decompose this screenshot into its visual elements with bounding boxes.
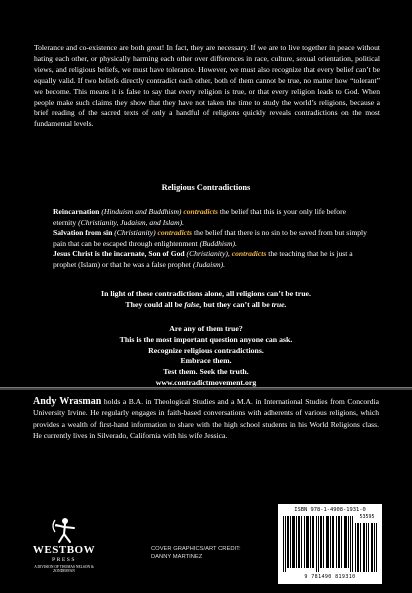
contradiction-text-source: (Buddhism). — [199, 238, 237, 248]
cta-line: Embrace them. — [180, 356, 232, 366]
cta-line: Test them. Seek the truth. — [163, 367, 249, 377]
conclusion-text: They could all be — [125, 299, 183, 309]
contradictions-list — [53, 207, 368, 271]
contradiction-item — [53, 207, 368, 228]
contradiction-subject: Salvation from sin — [53, 228, 113, 238]
conclusion-block — [0, 289, 412, 311]
contradiction-item — [53, 228, 368, 249]
publisher-division: A DIVISION OF THOMAS NELSON & ZONDERVAN — [34, 565, 94, 574]
barcode-bars — [283, 516, 353, 572]
cta-line: This is the most important question anyone can ask. — [119, 334, 293, 344]
false-word: false, — [184, 299, 202, 309]
contradicts-label: contradicts — [183, 207, 218, 216]
author-bio — [33, 396, 379, 442]
conclusion-line — [0, 300, 412, 311]
divider — [0, 387, 412, 390]
call-to-action-block — [0, 324, 412, 389]
contradiction-subject: Reincarnation — [53, 207, 100, 216]
contradiction-subject: Jesus Christ is the incarnate, Son of God — [53, 249, 185, 259]
conclusion-line: In light of these contradictions alone, all religions can’t be true. — [101, 289, 311, 298]
publisher-press: PRESS — [52, 557, 76, 563]
contradiction-subject-source: (Hinduism and Buddhism) — [101, 207, 182, 216]
contradiction-subject-source: (Christianity) — [114, 228, 156, 238]
author-name: Andy Wrasman — [33, 396, 102, 407]
contradiction-text: the belief that this is your only life before eternity — [53, 207, 346, 227]
section-title: Religious Contradictions — [161, 183, 251, 192]
author-bio-text: holds a B.A. in Theological Studies and a M.A. in International Studies from Concordia University Irvine. He regularly engages in faith-based conversations with adherents of various religions, which provides a wealth of first-hand information to share with the high school students in his World Religions class. He currently lives in Silverado, California with his wife Jessica. — [33, 397, 379, 441]
isbn-barcode — [278, 504, 382, 584]
cta-line: Are any of them true? — [169, 324, 243, 333]
credit-label: COVER GRAPHICS/ART CREDIT: — [151, 546, 241, 552]
contradiction-text-source: (Christianity, Judaism, and Islam). — [78, 217, 184, 227]
contradiction-text-source: (Judaism). — [192, 259, 226, 269]
contradiction-text: the belief that there is no sin to be saved from but simply pain that can be escaped through enlightenment — [53, 228, 367, 248]
website-link[interactable]: www.contradictmovement.org — [155, 377, 257, 387]
archer-icon — [28, 516, 100, 544]
barcode-digits: 9 781490 819310 — [304, 574, 356, 580]
intro-paragraph: Tolerance and co-existence are both great! In fact, they are necessary. If we are to live together in peace without hating each other, or physically harming each other over differences in race, culture, sexual orientation, political views, and religious beliefs, we must have tolerance. However, we must also recognize that every belief can’t be equally valid. If two beliefs directly contradict each other, both of them cannot be true, no matter how “tolerant” we become. This means it is false to say that every religion is true, or that every religion leads to God. When people make such claims they show that they have not taken the time to study the world’s religions, because a brief reading of the sacred texts of only a handful of religions quickly reveals contradictions on the most fundamental levels. — [34, 43, 380, 129]
publisher-name: WESTBOW — [32, 544, 96, 556]
contradicts-label: contradicts — [157, 228, 193, 238]
isbn-number: ISBN 978-1-4908-1931-0 — [294, 507, 366, 513]
contradicts-label: contradicts — [231, 249, 267, 259]
price-barcode-bars — [355, 523, 377, 572]
contradiction-item — [53, 249, 368, 270]
cta-line: Recognize religious contradictions. — [148, 345, 264, 355]
cover-credit — [151, 545, 261, 561]
price-code: 53595 — [359, 514, 375, 520]
contradiction-text: the teaching that he is just a prophet (Islam) or that he was a false prophet — [53, 249, 353, 269]
true-word: true. — [271, 299, 287, 309]
conclusion-text: but they can’t all be — [203, 299, 270, 309]
westbow-press-logo — [28, 516, 100, 584]
credit-name: DANNY MARTINEZ — [151, 554, 203, 560]
contradiction-subject-source: (Christianity), — [186, 249, 230, 259]
